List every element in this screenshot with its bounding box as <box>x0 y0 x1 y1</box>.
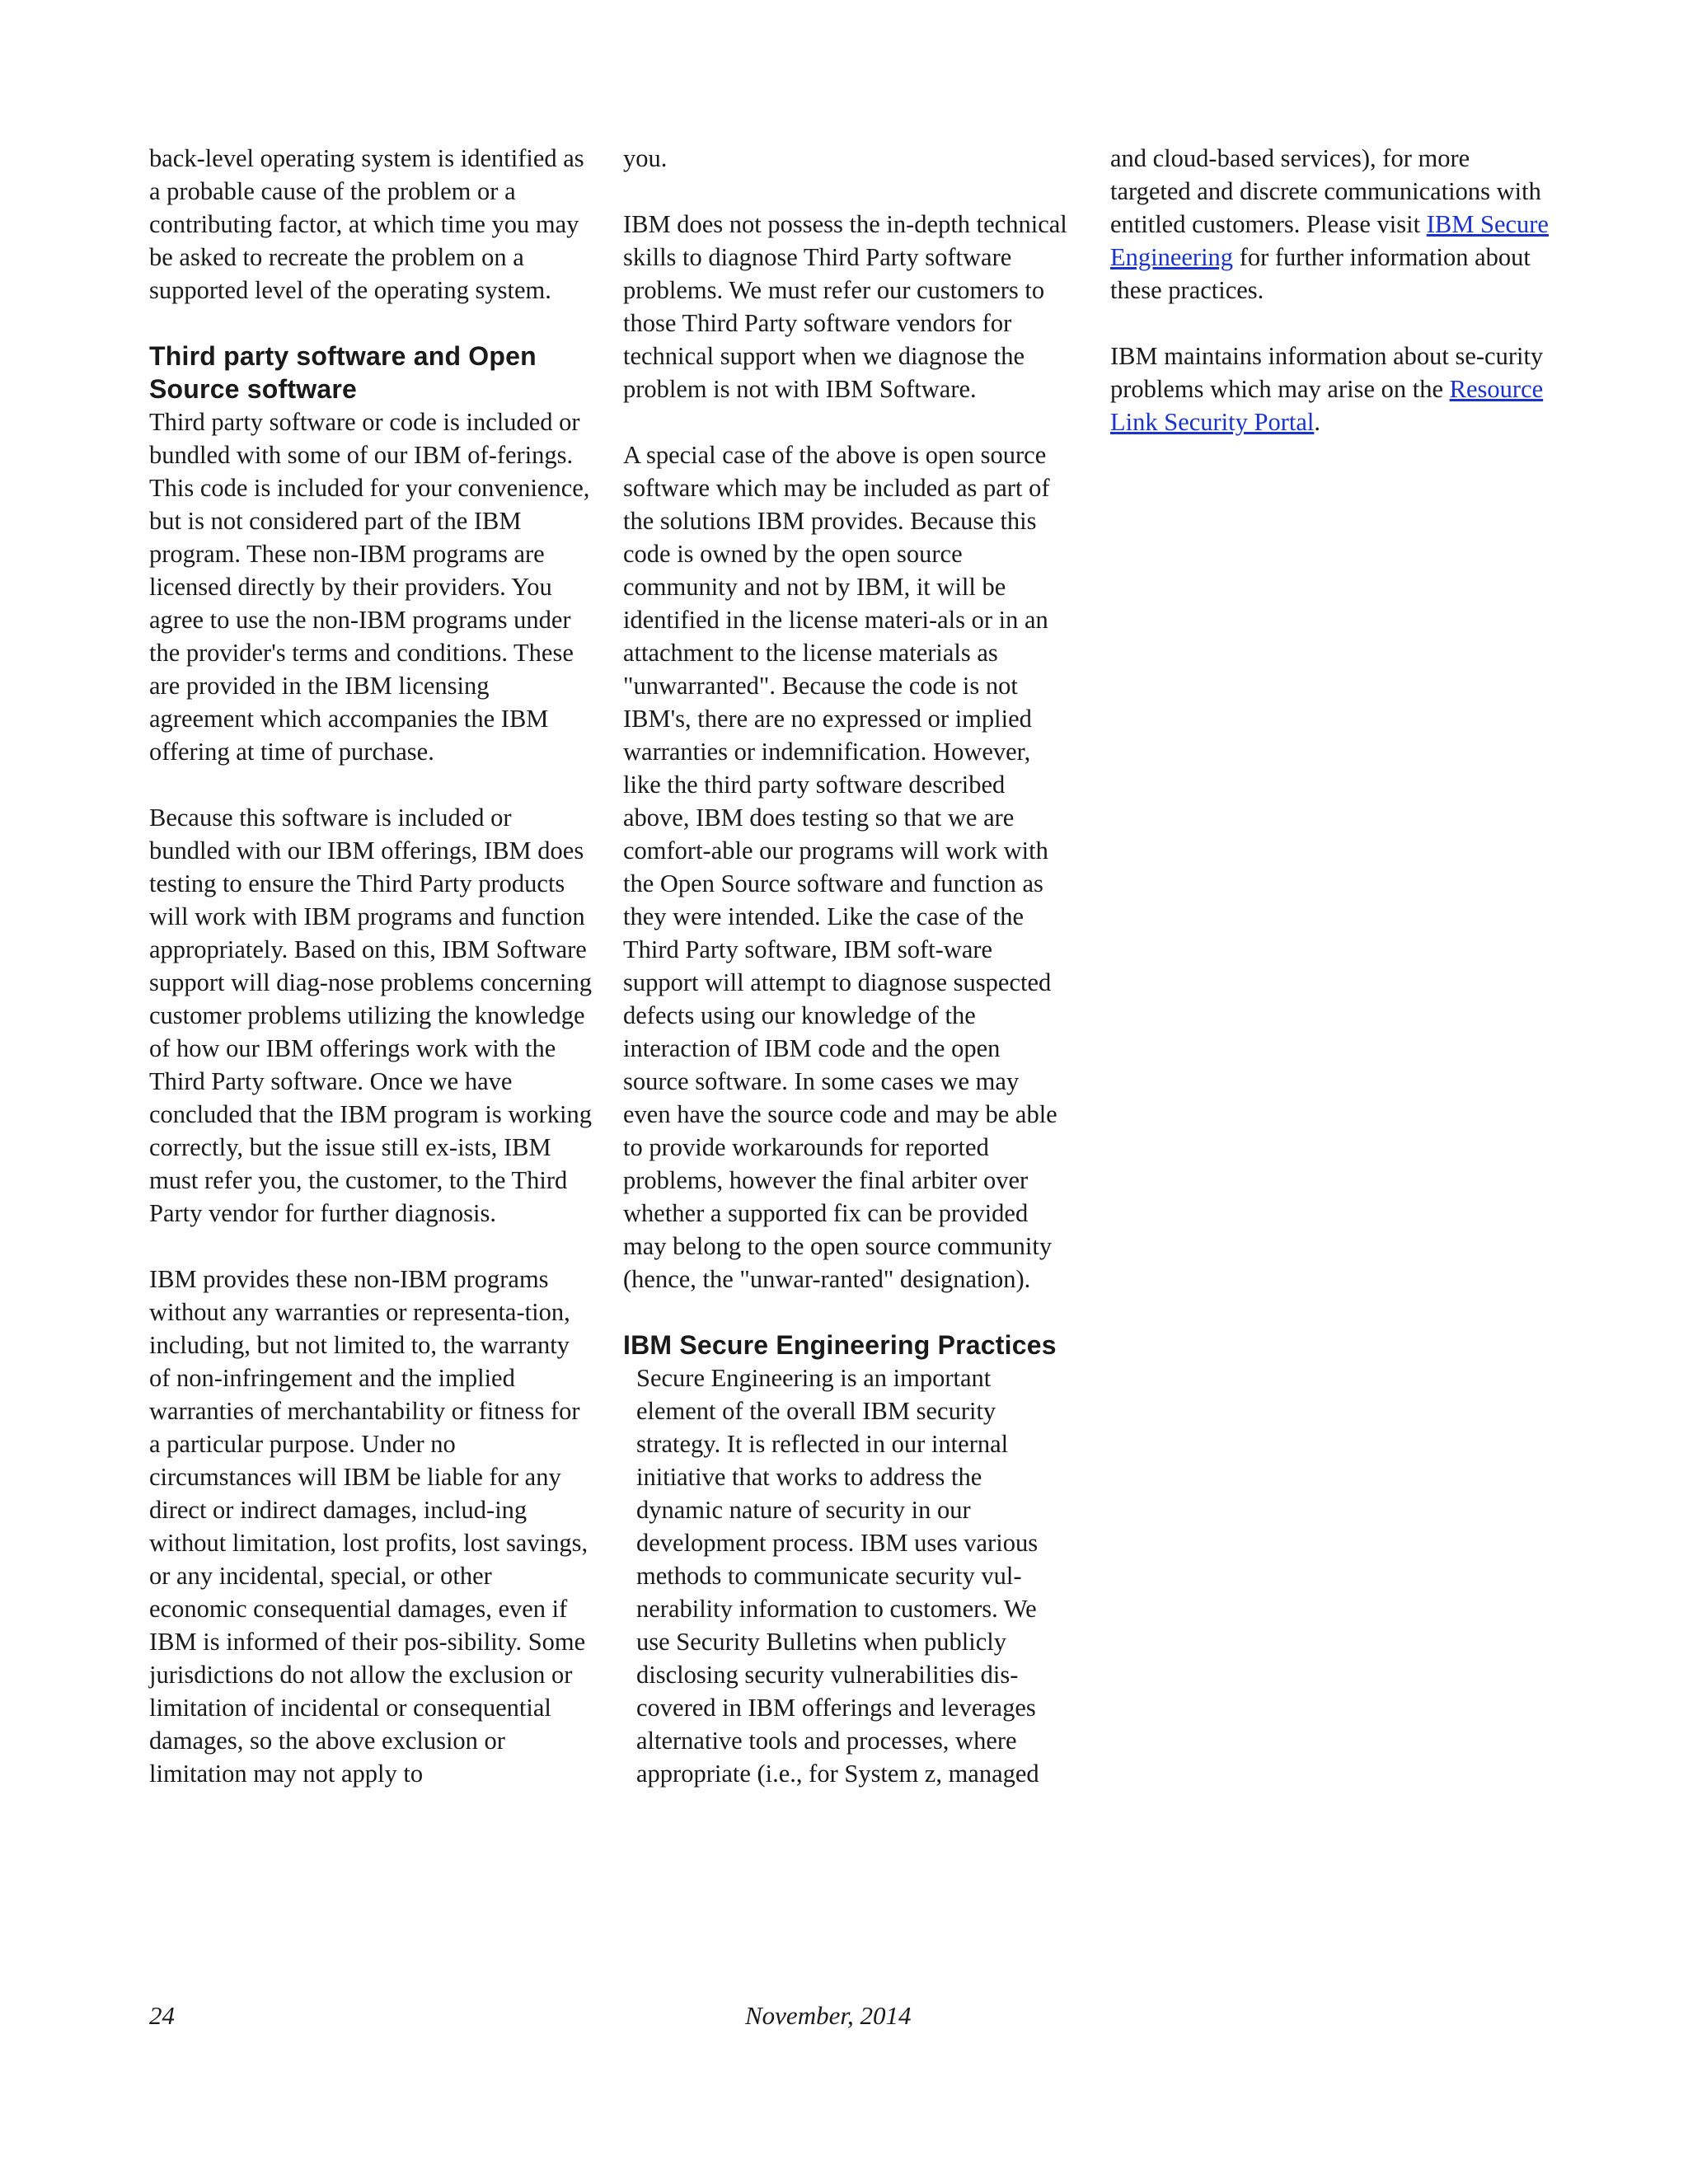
paragraph: Third party software or code is included or bundled with some of our IBM of-ferings. This code is included for your convenience, but is not considered part of the IBM program. These non-IBM programs are licensed directly by their providers. You agree to use the non-IBM programs under the provider's terms and conditions. These are provided in the IBM licensing agreement which accompanies the IBM offering at time of purchase. <box>149 408 590 766</box>
paragraph: you. <box>623 144 668 172</box>
section-heading-secure-engineering: IBM Secure Engineering Practices <box>623 1330 1057 1360</box>
text: and cloud-based services), for more targeted and discrete communications with entitled customers. Please visit <box>1110 144 1541 238</box>
page-number: 24 <box>149 2001 175 2030</box>
paragraph <box>1110 142 1555 307</box>
paragraph: Because this software is included or bundled with our IBM offerings, IBM does testing to ensure the Third Party products will work with IBM programs and function appropriately. Based on this, IBM Software support will diag-nose problems concerning customer problems utilizing the knowledge of how our IBM offerings work with the Third Party software. Once we have concluded that the IBM program is working correctly, but the issue still ex-ists, IBM must refer you, the customer, to the Third Party vendor for further diagnosis. <box>149 804 593 1227</box>
column-2 <box>623 142 1068 1790</box>
column-1 <box>149 142 594 1790</box>
paragraph: A special case of the above is open source software which may be included as part of the solutions IBM provides. Because this code is owned by the open source community and not by IBM, it will be identified in the license materi-als or in an attachment to the license materials as "unwarranted". Because the code is not IBM's, there are no expressed or implied warranties or indemnification. However, like the third party software described above, IBM does testing so that we are comfort-able our programs will work with the Open Source software and function as they were intended. Like the case of the Third Party software, IBM soft-ware support will attempt to diagnose suspected defects using our knowledge of the interaction of IBM code and the open source software. In some cases we may even have the source code and may be able to provide workarounds for reported problems, however the final arbiter over whether a supported fix can be provided may belong to the open source community (hence, the "unwar-ranted" designation). <box>623 441 1057 1293</box>
resource-link-security-portal-link[interactable]: Resource Link Security Portal <box>1110 375 1544 436</box>
footer-date: November, 2014 <box>745 2001 912 2030</box>
column-3 <box>1110 142 1555 438</box>
paragraph <box>1110 340 1555 438</box>
ibm-secure-engineering-link[interactable]: IBM Secure Engineering <box>1110 210 1549 271</box>
paragraph: IBM provides these non-IBM programs without any warranties or representa-tion, including, but not limited to, the warranty of non-infringement and the implied warranties of merchantability or fitness for a particular purpose. Under no circumstances will IBM be liable for any direct or indirect damages, includ-ing without limitation, lost profits, lost savings, or any incidental, special, or other economic consequential damages, even if IBM is informed of their pos-sibility. Some jurisdictions do not allow the exclusion or limitation of incidental or consequential damages, so the above exclusion or limitation may not apply to <box>149 1265 588 1788</box>
text: . <box>1314 408 1320 436</box>
paragraph: back-level operating system is identified as a probable cause of the problem or a contributing factor, at which time you may be asked to recreate the problem on a supported level of the operating system. <box>149 144 584 304</box>
paragraph: IBM does not possess the in-depth technical skills to diagnose Third Party software problems. We must refer our customers to those Third Party software vendors for technical support when we diagnose the problem is not with IBM Software. <box>623 210 1067 403</box>
paragraph: Secure Engineering is an important element of the overall IBM security strategy. It is reflected in our internal initiative that works to address the dynamic nature of security in our development process. IBM uses various methods to communicate security vul-nerability information to customers. We use Security Bulletins when publicly disclosing security vulnerabilities dis-covered in IBM offerings and leverages alternative tools and processes, where appropriate (i.e., for System z, managed <box>636 1364 1039 1788</box>
text: IBM maintains information about se-curity problems which may arise on the <box>1110 342 1544 403</box>
section-heading-third-party: Third party software and Open Source software <box>149 341 537 404</box>
text: for further information about these practices. <box>1110 243 1531 304</box>
